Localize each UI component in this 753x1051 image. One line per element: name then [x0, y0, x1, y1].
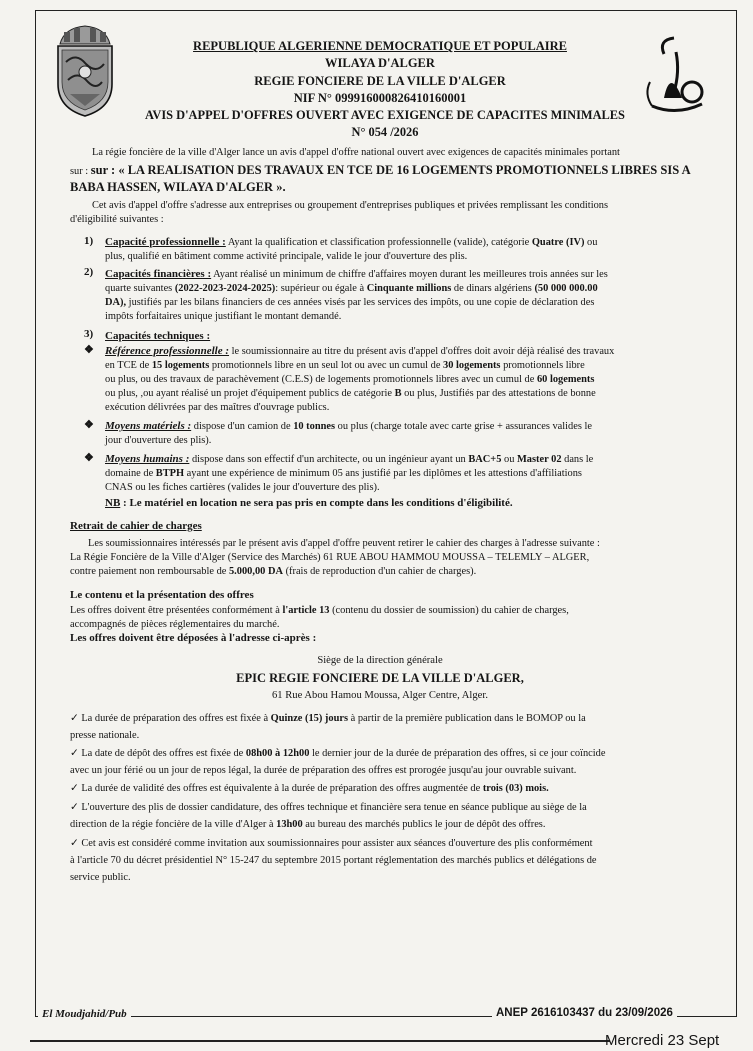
wilaya-heading: WILAYA D'ALGER [325, 56, 435, 70]
retrait-text-2: La Régie Foncière de la Ville d'Alger (Service des Marchés) 61 RUE ABOU HAMMOU MOUSSA – TELEMLY – ALGER, [70, 552, 590, 563]
retrait-text-3: contre paiement non remboursable de 5.000,00 DA (frais de reproduction d'un cahier de charges). [70, 566, 477, 577]
check-item-2: ✓ La date de dépôt des offres est fixée de 08h00 à 12h00 le dernier jour de la durée de préparation des offres, si ce jour coïncide [70, 748, 606, 759]
moyens-materiels-text-2: jour d'ouverture des plis). [105, 435, 212, 446]
check-item-5-end: service public. [70, 872, 131, 883]
item-3-label: Capacités techniques : [105, 330, 211, 342]
diamond-bullet-icon: ❖ [84, 452, 94, 464]
item-2-text-3: DA), justifiés par les bilans financiers de ces années visés par les services des impôts, ou une copie de déclaration des [105, 297, 595, 308]
check-item-4-cont: direction de la régie foncière de la ville d'Alger à 13h00 au bureau des marchés publics le jour de dépôt des offres. [70, 819, 546, 830]
checkmark-icon: ✓ [70, 748, 79, 759]
publication-credit: El Moudjahid/Pub [38, 1008, 131, 1020]
ref-text-2: en TCE de 15 logements promotionnels libre en un seul lot ou avec un cumul de 30 logements promotionnels libre [105, 360, 585, 371]
check-item-1-cont: presse nationale. [70, 730, 140, 741]
check-item-5-cont: à l'article 70 du décret présidentiel N° 15-247 du septembre 2015 portant réglementation des marchés publics et délégations de [70, 855, 597, 866]
contenu-text-2: accompagnés de pièces réglementaires du marché. [70, 619, 280, 630]
nb-note: NB : Le matériel en location ne sera pas pris en compte dans les conditions d'éligibilité. [105, 497, 513, 509]
check-item-1: ✓ La durée de préparation des offres est fixée à Quinze (15) jours à partir de la première publication dans le BOMOP ou la [70, 713, 586, 724]
page-date: Mercredi 23 Sept [605, 1032, 720, 1049]
intro-line-5: d'éligibilité suivantes : [70, 214, 164, 225]
item-1-text-2: plus, qualifié en bâtiment comme activité principale, valide le jour d'ouverture des plis. [105, 251, 468, 262]
check-item-3: ✓ La durée de validité des offres est équivalente à la durée de préparation des offres augmentée de trois (03) mois. [70, 783, 549, 794]
address-line-1: Siège de la direction générale [317, 655, 443, 666]
ref-text-1: Référence professionnelle : le soumissionnaire au titre du présent avis d'appel d'offres doit avoir déjà réalisé des travaux [105, 345, 615, 357]
notice-number: N° 054 /2026 [351, 125, 419, 139]
notice-title: AVIS D'APPEL D'OFFRES OUVERT AVEC EXIGENCE DE CAPACITES MINIMALES [145, 108, 625, 122]
ref-text-3: ou plus, ou des travaux de parachèvement (C.E.S) de logements promotionnels libres avec un cumul de 60 logements [105, 374, 595, 385]
depot-heading: Les offres doivent être déposées à l'adresse ci-après : [70, 632, 317, 644]
moyens-humains-text-1: Moyens humains : dispose dans son effectif d'un architecte, ou un ingénieur ayant un BAC+5 ou Master 02 dans le [105, 453, 594, 465]
intro-object-2: BABA HASSEN, WILAYA D'ALGER ». [70, 180, 286, 194]
regie-heading: REGIE FONCIERE DE LA VILLE D'ALGER [254, 74, 506, 88]
checkmark-icon: ✓ [70, 802, 79, 813]
intro-line-4: Cet avis d'appel d'offre s'adresse aux entreprises ou groupement d'entreprises publiques et privées remplissant les conditions [92, 200, 609, 211]
item-1-number: 1) [84, 235, 94, 247]
check-item-5: ✓ Cet avis est considéré comme invitation aux soumissionnaires pour assister aux séances d'ouverture des plis conformément [70, 838, 593, 849]
item-2-text: Capacités financières : Ayant réalisé un minimum de chiffre d'affaires moyen durant les meilleures trois années sur les [105, 268, 608, 280]
address-line-2: EPIC REGIE FONCIERE DE LA VILLE D'ALGER, [236, 671, 524, 685]
check-item-4: ✓ L'ouverture des plis de dossier candidature, des offres technique et financière sera tenue en séance publique au siège de la [70, 802, 587, 813]
item-2-text-2: quarte suivantes (2022-2023-2024-2025): supérieur ou égale à Cinquante millions de dinars algériens (50 000 000.00 [105, 283, 598, 294]
contenu-text-1: Les offres doivent être présentées conformément à l'article 13 (contenu du dossier de soumission) du cahier de charges, [70, 605, 569, 616]
ref-text-4: ou plus, ,ou ayant réalisé un projet d'équipement publics de catégorie B ou plus, Justifiés par des attestations de bonne [105, 388, 596, 399]
moyens-materiels-text-1: Moyens matériels : dispose d'un camion de 10 tonnes ou plus (charge totale avec carte grise + assurances valides le [105, 420, 593, 432]
moyens-humains-text-3: CNAS ou les fiches cartières (valides le jour d'ouverture des plis). [105, 482, 380, 493]
address-line-3: 61 Rue Abou Hamou Moussa, Alger Centre, Alger. [272, 690, 488, 701]
anep-reference: ANEP 2616103437 du 23/09/2026 [492, 1007, 677, 1019]
intro-line-1: La régie foncière de la ville d'Alger lance un avis d'appel d'offre national ouvert avec exigences de capacités minimales portant [92, 147, 620, 158]
nif-heading: NIF N° 099916000826410160001 [293, 91, 467, 105]
coat-of-arms-icon [52, 22, 118, 120]
diamond-bullet-icon: ❖ [84, 344, 94, 356]
moyens-humains-text-2: domaine de BTPH ayant une expérience de minimum 05 ans justifié par les diplômes et les attestions d'affiliations [105, 468, 582, 479]
retrait-text-1: Les soumissionnaires intéressés par le présent avis d'appel d'offre peuvent retirer le cahier des charges à l'adresse suivante : [88, 538, 600, 549]
contenu-title: Le contenu et la présentation des offres [70, 589, 254, 601]
republic-heading: REPUBLIQUE ALGERIENNE DEMOCRATIQUE ET POPULAIRE [193, 39, 567, 53]
item-2-number: 2) [84, 266, 94, 278]
retrait-title: Retrait de cahier de charges [70, 520, 202, 532]
checkmark-icon: ✓ [70, 783, 79, 794]
checkmark-icon: ✓ [70, 838, 79, 849]
diamond-bullet-icon: ❖ [84, 419, 94, 431]
intro-object-1: sur : sur : « LA REALISATION DES TRAVAUX EN TCE DE 16 LOGEMENTS PROMOTIONNELS LIBRES SIS A [70, 163, 691, 177]
item-1-text: Capacité professionnelle : Ayant la qualification et classification professionnelle (valide), catégorie Quatre (IV) ou [105, 236, 598, 248]
item-2-text-4: impôts forfaitaires unique justifiant le montant demandé. [105, 311, 342, 322]
ref-text-5: exécution délivrées par des maîtres d'ouvrage publics. [105, 402, 330, 413]
check-item-2-cont: avec un jour férié ou un jour de repos légal, la durée de préparation des offres est prorogée jusqu'au jour ouvrable suivant. [70, 765, 577, 776]
checkmark-icon: ✓ [70, 713, 79, 724]
page-divider [30, 1040, 610, 1042]
item-3-number: 3) [84, 328, 94, 340]
